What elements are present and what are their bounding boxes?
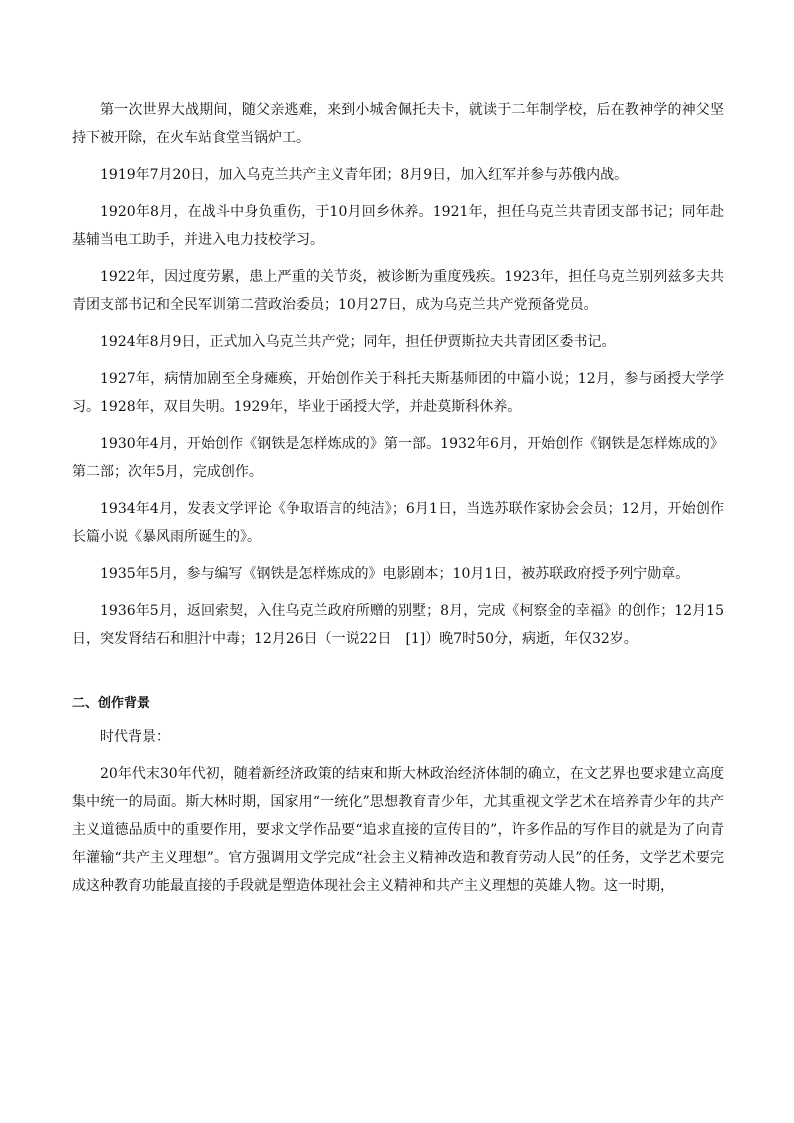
document-page	[72, 96, 724, 909]
section-heading-background: 二、创作背景	[72, 696, 151, 711]
bio-paragraph-1934: 1934年4月，发表文学评论《争取语言的纯洁》；6月1日，当选苏联作家协会会员；12月，开始创作长篇小说《暴风雨所诞生的》。	[72, 501, 724, 545]
bio-paragraph-1920: 1920年8月，在战斗中身负重伤，于10月回乡休养。1921年，担任乌克兰共青团支部书记；同年赴基辅当电工助手，并进入电力技校学习。	[72, 204, 724, 248]
bio-paragraph-1924: 1924年8月9日，正式加入乌克兰共产党；同年，担任伊贾斯拉夫共青团区委书记。	[100, 334, 616, 350]
bio-paragraph-1930: 1930年4月，开始创作《钢铁是怎样炼成的》第一部。1932年6月，开始创作《钢铁是怎样炼成的》第二部；次年5月，完成创作。	[72, 436, 724, 480]
bio-paragraph-1935: 1935年5月，参与编写《钢铁是怎样炼成的》电影剧本；10月1日，被苏联政府授予列宁勋章。	[100, 566, 690, 582]
bio-paragraph-1919: 1919年7月20日，加入乌克兰共产主义青年团；8月9日，加入红军并参与苏俄内战。	[100, 167, 629, 183]
bio-paragraph-ww1: 第一次世界大战期间，随父亲逃难，来到小城舍佩托夫卡，就读于二年制学校，后在教神学的神父坚持下被开除，在火车站食堂当锅炉工。	[72, 102, 724, 146]
bio-paragraph-1936: 1936年5月，返回索契，入住乌克兰政府所赠的别墅；8月，完成《柯察金的幸福》的创作；12月15日，突发肾结石和胆汁中毒；12月26日（一说22日 [1]）晚7时50分，病逝，年仅32岁。	[72, 603, 724, 647]
bio-paragraph-1922: 1922年，因过度劳累，患上严重的关节炎，被诊断为重度残疾。1923年，担任乌克兰别列兹多夫共青团支部书记和全民军训第二营政治委员；10月27日，成为乌克兰共产党预备党员。	[72, 269, 724, 313]
subheading-era-background: 时代背景：	[100, 729, 170, 745]
bio-paragraph-1927: 1927年，病情加剧至全身瘫痪，开始创作关于科托夫斯基师团的中篇小说；12月，参与函授大学学习。1928年，双目失明。1929年，毕业于函授大学，并赴莫斯科休养。	[72, 371, 724, 415]
background-paragraph: 20年代末30年代初，随着新经济政策的结束和斯大林政治经济体制的确立，在文艺界也要求建立高度集中统一的局面。斯大林时期，国家用“一统化”思想教育青少年，尤其重视文学艺术在培养青少年的共产主义道德品质中的重要作用，要求文学作品要“追求直接的宣传目的”，许多作品的写作目的就是为了向青年灌输“共产主义理想”。官方强调用文学完成“社会主义精神改造和教育劳动人民”的任务，文学艺术要完成这种教育功能最直接的手段就是塑造体现社会主义精神和共产主义理想的英雄人物。这一时期，	[72, 766, 724, 894]
